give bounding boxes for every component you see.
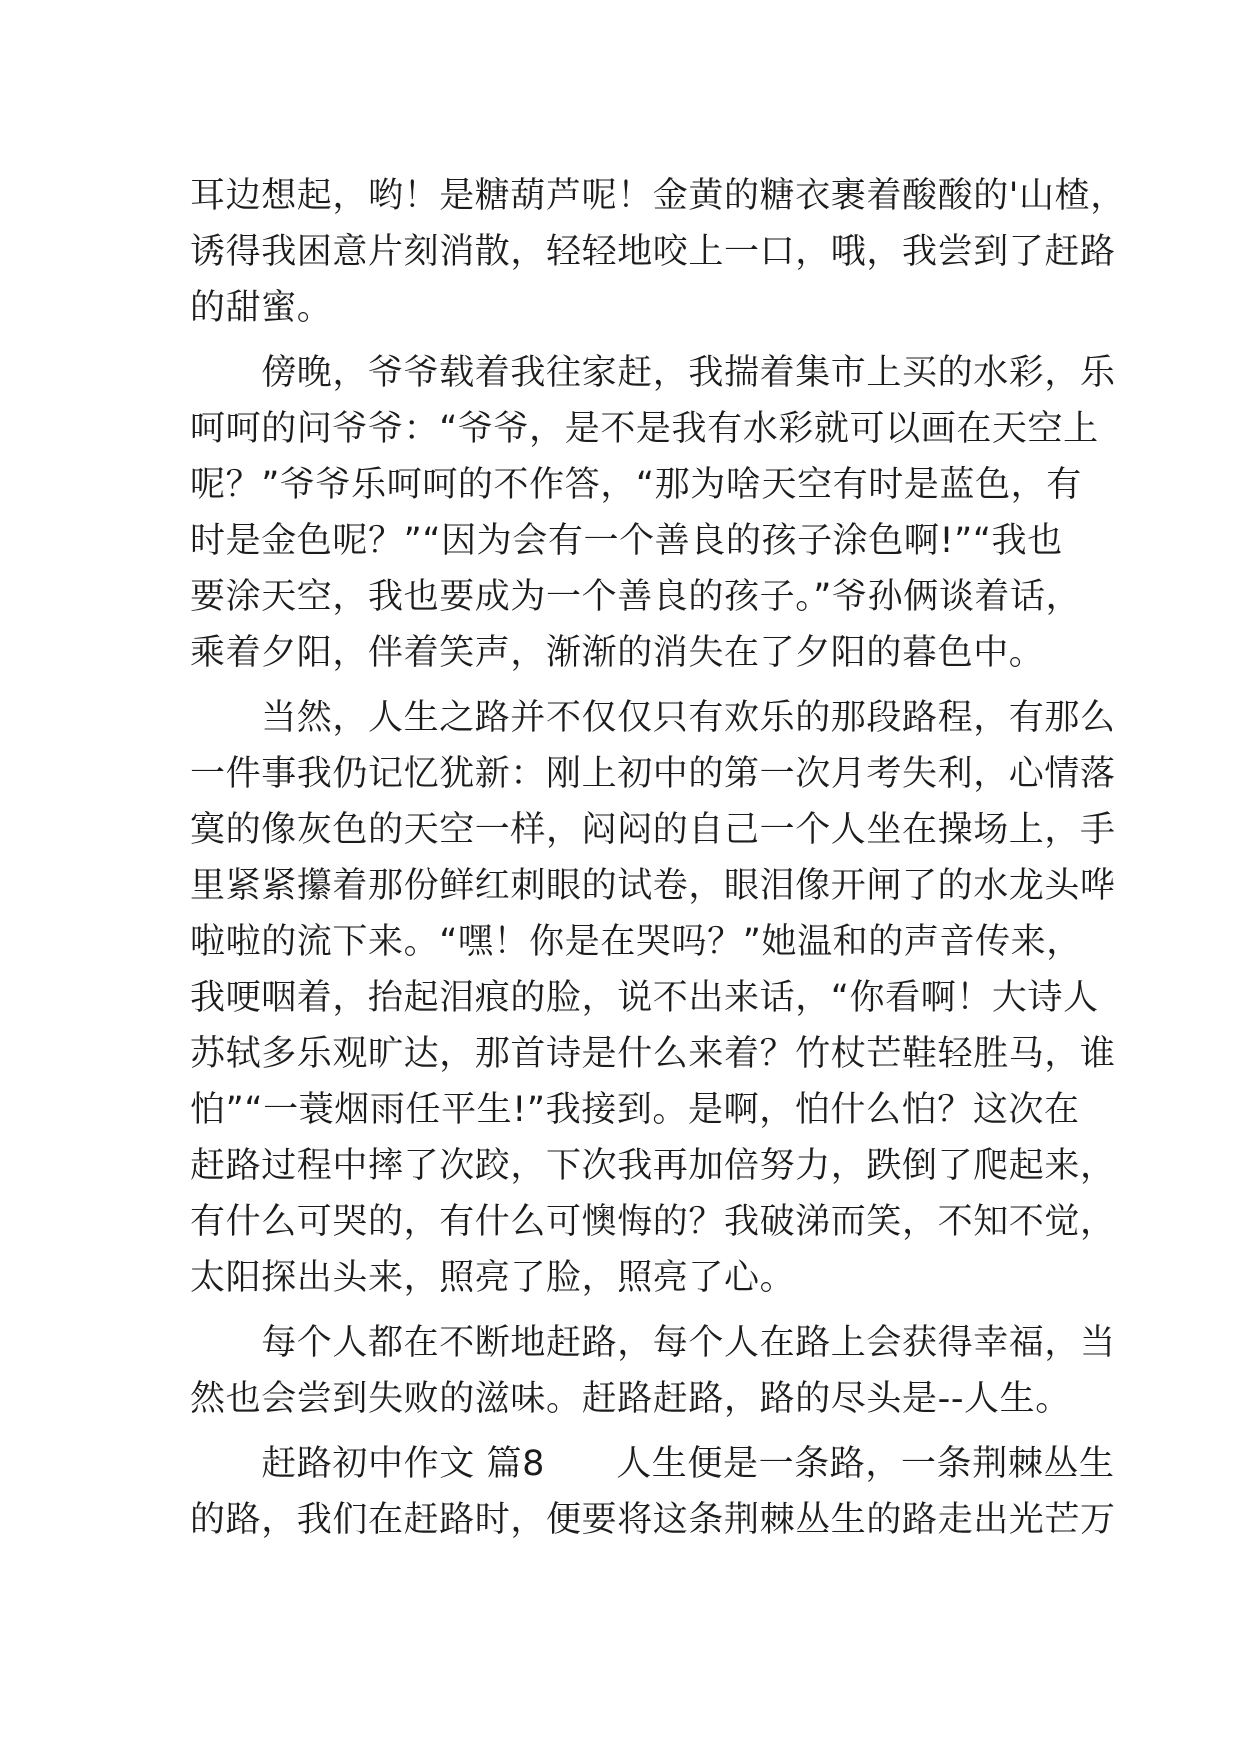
text-line: 乘着夕阳，伴着笑声，渐渐的消失在了夕阳的暮色中。 <box>190 633 1045 673</box>
text-line: 诱得我困意片刻消散，轻轻地咬上一口，哦，我尝到了赶路 <box>190 232 1116 272</box>
text-line: 一件事我仍记忆犹新：刚上初中的第一次月考失利，心情落 <box>190 754 1116 794</box>
text-line: 呢？”爷爷乐呵呵的不作答，“那为啥天空有时是蓝色，有 <box>190 465 1082 505</box>
text-line: 的甜蜜。 <box>190 288 333 328</box>
paragraph <box>190 1315 1116 1427</box>
text-line: 的路，我们在赶路时，便要将这条荆棘丛生的路走出光芒万 <box>190 1500 1116 1540</box>
text-line: 我哽咽着，抬起泪痕的脸，说不出来话，“你看啊！大诗人 <box>190 978 1099 1018</box>
paragraph <box>190 690 1116 1306</box>
text-line: 里紧紧攥着那份鲜红刺眼的试卷，眼泪像开闸了的水龙头哗 <box>190 866 1116 906</box>
text-line: 每个人都在不断地赶路，每个人在路上会获得幸福，当 <box>190 1323 1116 1363</box>
text-line: 然也会尝到失败的滋味。赶路赶路，路的尽头是--人生。 <box>190 1379 1071 1419</box>
paragraph <box>190 168 1126 336</box>
text-line: 寞的像灰色的天空一样，闷闷的自己一个人坐在操场上，手 <box>190 810 1116 850</box>
text-line: 啦啦的流下来。“嘿！你是在哭吗？”她温和的声音传来， <box>190 922 1082 962</box>
text-line: 太阳探出头来，照亮了脸，照亮了心。 <box>190 1258 796 1298</box>
text-line: 有什么可哭的，有什么可懊悔的？我破涕而笑，不知不觉， <box>190 1202 1116 1242</box>
text-line: 要涂天空，我也要成为一个善良的孩子。”爷孙俩谈着话， <box>190 577 1082 617</box>
paragraph <box>190 345 1116 681</box>
text-line: 傍晚，爷爷载着我往家赶，我揣着集市上买的水彩，乐 <box>190 353 1116 393</box>
text-line: 怕”“一蓑烟雨任平生!”我接到。是啊，怕什么怕？这次在 <box>190 1090 1080 1130</box>
text-line: 苏轼多乐观旷达，那首诗是什么来着？竹杖芒鞋轻胜马，谁 <box>190 1034 1116 1074</box>
text-line: 呵呵的问爷爷：“爷爷，是不是我有水彩就可以画在天空上 <box>190 409 1099 449</box>
text-line: 时是金色呢？”“因为会有一个善良的孩子涂色啊!”“我也 <box>190 521 1063 561</box>
text-line: 当然，人生之路并不仅仅只有欢乐的那段路程，有那么 <box>190 698 1116 738</box>
article-body <box>190 168 1126 1548</box>
paragraph <box>190 1436 1116 1548</box>
text-line: 耳边想起，哟！是糖葫芦呢！金黄的糖衣裹着酸酸的'山楂， <box>190 176 1126 216</box>
text-line: 赶路过程中摔了次跤，下次我再加倍努力，跌倒了爬起来， <box>190 1146 1116 1186</box>
text-line: 赶路初中作文 篇8 人生便是一条路，一条荆棘丛生 <box>190 1444 1115 1484</box>
